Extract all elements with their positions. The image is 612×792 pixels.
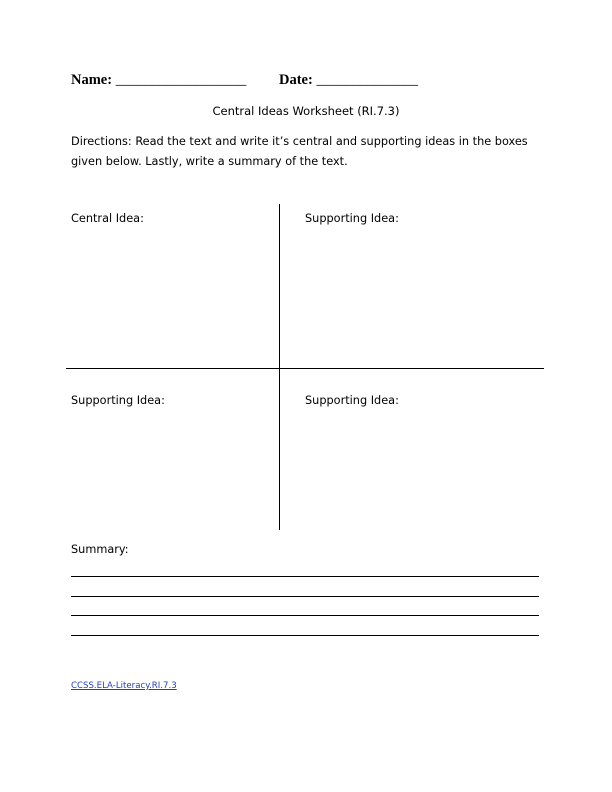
summary-line	[71, 615, 539, 616]
date-label: Date:	[279, 72, 313, 88]
grid-horizontal-divider	[66, 368, 544, 369]
directions-line-2: given below. Lastly, write a summary of the text.	[71, 154, 348, 168]
summary-label: Summary:	[71, 543, 129, 556]
name-field	[71, 72, 246, 88]
directions-line-1: Directions: Read the text and write it’s central and supporting ideas in the boxes	[71, 135, 528, 148]
worksheet-title: Central Ideas Worksheet (RI.7.3)	[212, 104, 400, 118]
name-label: Name:	[71, 72, 113, 88]
date-blank: ______________	[316, 72, 418, 88]
central-idea-label: Central Idea:	[71, 212, 144, 225]
directions-text	[71, 132, 551, 171]
name-blank: __________________	[115, 72, 247, 88]
summary-line	[71, 635, 539, 636]
summary-line	[71, 596, 539, 597]
supporting-idea-label-3: Supporting Idea:	[305, 394, 399, 407]
supporting-idea-label-2: Supporting Idea:	[71, 394, 165, 407]
summary-line	[71, 576, 539, 577]
grid-vertical-divider	[279, 204, 280, 530]
standard-link[interactable]: CCSS.ELA-Literacy.RI.7.3	[71, 681, 177, 691]
date-field	[279, 72, 418, 88]
supporting-idea-label-1: Supporting Idea:	[305, 212, 399, 225]
